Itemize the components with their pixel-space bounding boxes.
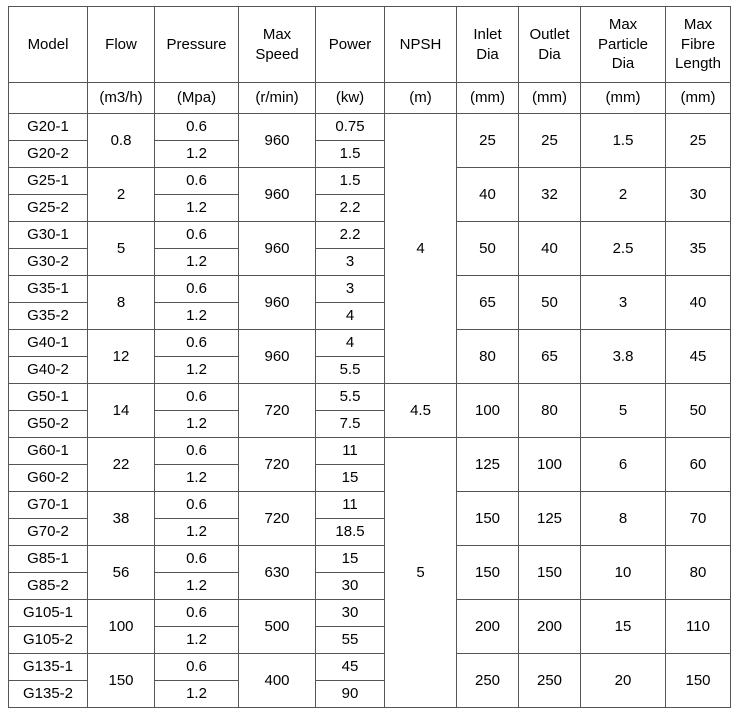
header-pressure	[155, 7, 239, 83]
max-particle-dia-cell: 2	[581, 168, 666, 222]
max-speed-cell: 720	[239, 438, 316, 492]
power-cell: 30	[316, 573, 385, 600]
model-cell: G70-1	[9, 492, 88, 519]
outlet-dia-cell: 200	[519, 600, 581, 654]
power-cell: 5.5	[316, 357, 385, 384]
max-particle-dia-cell: 10	[581, 546, 666, 600]
max-particle-dia-cell: 15	[581, 600, 666, 654]
unit-max-speed: (r/min)	[239, 83, 316, 114]
table-row	[9, 654, 731, 681]
max-fibre-length-cell: 50	[666, 384, 731, 438]
model-cell: G70-2	[9, 519, 88, 546]
outlet-dia-cell: 125	[519, 492, 581, 546]
header-line: Fibre	[680, 35, 716, 53]
pressure-cell: 1.2	[155, 303, 239, 330]
power-cell: 0.75	[316, 114, 385, 141]
table-row	[9, 168, 731, 195]
power-cell: 90	[316, 681, 385, 708]
model-cell: G40-2	[9, 357, 88, 384]
max-speed-cell: 960	[239, 114, 316, 168]
inlet-dia-cell: 100	[457, 384, 519, 438]
header-pressure-label: Pressure	[166, 35, 227, 53]
header-max-particle-dia	[581, 7, 666, 83]
model-cell: G25-2	[9, 195, 88, 222]
npsh-cell: 4.5	[385, 384, 457, 438]
pressure-cell: 1.2	[155, 465, 239, 492]
header-line: Speed	[255, 45, 299, 63]
header-line: Dia	[611, 55, 635, 73]
inlet-dia-cell: 40	[457, 168, 519, 222]
inlet-dia-cell: 150	[457, 492, 519, 546]
header-line: Max	[262, 26, 292, 43]
pressure-cell: 1.2	[155, 357, 239, 384]
outlet-dia-cell: 65	[519, 330, 581, 384]
flow-cell: 5	[88, 222, 155, 276]
flow-cell: 100	[88, 600, 155, 654]
power-cell: 7.5	[316, 411, 385, 438]
inlet-dia-cell: 65	[457, 276, 519, 330]
max-fibre-length-cell: 110	[666, 600, 731, 654]
pressure-cell: 1.2	[155, 681, 239, 708]
header-line: Outlet	[529, 26, 570, 43]
flow-cell: 56	[88, 546, 155, 600]
pressure-cell: 1.2	[155, 519, 239, 546]
flow-cell: 38	[88, 492, 155, 546]
table-row	[9, 276, 731, 303]
model-cell: G85-2	[9, 573, 88, 600]
pressure-cell: 0.6	[155, 546, 239, 573]
flow-cell: 8	[88, 276, 155, 330]
power-cell: 18.5	[316, 519, 385, 546]
max-fibre-length-cell: 30	[666, 168, 731, 222]
model-cell: G135-2	[9, 681, 88, 708]
max-speed-cell: 960	[239, 222, 316, 276]
max-fibre-length-cell: 45	[666, 330, 731, 384]
power-cell: 1.5	[316, 168, 385, 195]
header-flow-label: Flow	[105, 35, 137, 53]
power-cell: 3	[316, 249, 385, 276]
units-row	[9, 83, 731, 114]
max-speed-cell: 960	[239, 276, 316, 330]
header-line: Dia	[476, 45, 499, 63]
model-cell: G40-1	[9, 330, 88, 357]
max-speed-cell: 960	[239, 330, 316, 384]
pressure-cell: 0.6	[155, 276, 239, 303]
npsh-cell: 5	[385, 438, 457, 708]
pressure-cell: 1.2	[155, 249, 239, 276]
max-speed-cell: 960	[239, 168, 316, 222]
power-cell: 55	[316, 627, 385, 654]
power-cell: 2.2	[316, 222, 385, 249]
max-particle-dia-cell: 3.8	[581, 330, 666, 384]
power-cell: 11	[316, 438, 385, 465]
flow-cell: 150	[88, 654, 155, 708]
max-speed-cell: 720	[239, 492, 316, 546]
max-speed-cell: 400	[239, 654, 316, 708]
power-cell: 3	[316, 276, 385, 303]
model-cell: G20-1	[9, 114, 88, 141]
outlet-dia-cell: 40	[519, 222, 581, 276]
inlet-dia-cell: 250	[457, 654, 519, 708]
inlet-dia-cell: 200	[457, 600, 519, 654]
model-cell: G35-2	[9, 303, 88, 330]
flow-cell: 14	[88, 384, 155, 438]
max-particle-dia-cell: 1.5	[581, 114, 666, 168]
outlet-dia-cell: 32	[519, 168, 581, 222]
unit-pressure: (Mpa)	[155, 83, 239, 114]
spec-table-body	[9, 7, 731, 708]
outlet-dia-cell: 25	[519, 114, 581, 168]
power-cell: 45	[316, 654, 385, 681]
table-row	[9, 492, 731, 519]
pressure-cell: 0.6	[155, 654, 239, 681]
header-line: Inlet	[473, 26, 502, 43]
pressure-cell: 1.2	[155, 411, 239, 438]
max-particle-dia-cell: 3	[581, 276, 666, 330]
model-cell: G35-1	[9, 276, 88, 303]
header-max-fibre-length	[666, 7, 731, 83]
model-cell: G50-2	[9, 411, 88, 438]
unit-max-particle-dia: (mm)	[581, 83, 666, 114]
model-cell: G60-2	[9, 465, 88, 492]
pump-spec-table	[8, 6, 731, 708]
header-line: Max	[608, 16, 638, 34]
power-cell: 4	[316, 330, 385, 357]
power-cell: 4	[316, 303, 385, 330]
power-cell: 30	[316, 600, 385, 627]
model-cell: G60-1	[9, 438, 88, 465]
max-particle-dia-cell: 8	[581, 492, 666, 546]
header-line: Particle	[597, 35, 649, 53]
pressure-cell: 0.6	[155, 114, 239, 141]
pressure-cell: 1.2	[155, 627, 239, 654]
model-cell: G50-1	[9, 384, 88, 411]
pressure-cell: 0.6	[155, 330, 239, 357]
max-particle-dia-cell: 20	[581, 654, 666, 708]
outlet-dia-cell: 250	[519, 654, 581, 708]
unit-outlet-dia: (mm)	[519, 83, 581, 114]
table-row	[9, 438, 731, 465]
pressure-cell: 1.2	[155, 195, 239, 222]
power-cell: 5.5	[316, 384, 385, 411]
pressure-cell: 0.6	[155, 492, 239, 519]
model-cell: G30-2	[9, 249, 88, 276]
outlet-dia-cell: 80	[519, 384, 581, 438]
header-model	[9, 7, 88, 83]
max-speed-cell: 630	[239, 546, 316, 600]
header-line: Max	[683, 16, 713, 34]
max-particle-dia-cell: 5	[581, 384, 666, 438]
pressure-cell: 0.6	[155, 438, 239, 465]
header-outlet-dia	[519, 7, 581, 83]
power-cell: 2.2	[316, 195, 385, 222]
unit-power: (kw)	[316, 83, 385, 114]
power-cell: 11	[316, 492, 385, 519]
header-max-speed	[239, 7, 316, 83]
inlet-dia-cell: 50	[457, 222, 519, 276]
unit-flow: (m3/h)	[88, 83, 155, 114]
model-cell: G105-2	[9, 627, 88, 654]
max-fibre-length-cell: 35	[666, 222, 731, 276]
inlet-dia-cell: 125	[457, 438, 519, 492]
model-cell: G25-1	[9, 168, 88, 195]
table-row	[9, 600, 731, 627]
outlet-dia-cell: 150	[519, 546, 581, 600]
header-npsh	[385, 7, 457, 83]
unit-npsh: (m)	[385, 83, 457, 114]
pressure-cell: 0.6	[155, 168, 239, 195]
header-flow	[88, 7, 155, 83]
max-fibre-length-cell: 70	[666, 492, 731, 546]
power-cell: 1.5	[316, 141, 385, 168]
model-cell: G20-2	[9, 141, 88, 168]
table-row	[9, 546, 731, 573]
flow-cell: 12	[88, 330, 155, 384]
model-cell: G30-1	[9, 222, 88, 249]
max-speed-cell: 500	[239, 600, 316, 654]
model-cell: G105-1	[9, 600, 88, 627]
npsh-cell: 4	[385, 114, 457, 384]
flow-cell: 2	[88, 168, 155, 222]
max-particle-dia-cell: 2.5	[581, 222, 666, 276]
unit-max-fibre-length: (mm)	[666, 83, 731, 114]
power-cell: 15	[316, 465, 385, 492]
model-cell: G135-1	[9, 654, 88, 681]
pressure-cell: 0.6	[155, 384, 239, 411]
power-cell: 15	[316, 546, 385, 573]
inlet-dia-cell: 80	[457, 330, 519, 384]
model-cell: G85-1	[9, 546, 88, 573]
table-row	[9, 330, 731, 357]
unit-inlet-dia: (mm)	[457, 83, 519, 114]
max-particle-dia-cell: 6	[581, 438, 666, 492]
header-row	[9, 7, 731, 83]
max-fibre-length-cell: 80	[666, 546, 731, 600]
table-row	[9, 384, 731, 411]
pressure-cell: 1.2	[155, 573, 239, 600]
table-row	[9, 222, 731, 249]
outlet-dia-cell: 100	[519, 438, 581, 492]
header-power	[316, 7, 385, 83]
max-fibre-length-cell: 60	[666, 438, 731, 492]
flow-cell: 22	[88, 438, 155, 492]
pressure-cell: 0.6	[155, 600, 239, 627]
flow-cell: 0.8	[88, 114, 155, 168]
header-line: Length	[675, 55, 721, 73]
units-model	[9, 83, 88, 114]
max-fibre-length-cell: 25	[666, 114, 731, 168]
header-inlet-dia	[457, 7, 519, 83]
max-fibre-length-cell: 40	[666, 276, 731, 330]
header-npsh-label: NPSH	[399, 35, 442, 53]
pressure-cell: 1.2	[155, 141, 239, 168]
outlet-dia-cell: 50	[519, 276, 581, 330]
max-fibre-length-cell: 150	[666, 654, 731, 708]
header-power-label: Power	[328, 35, 372, 53]
table-row	[9, 114, 731, 141]
inlet-dia-cell: 25	[457, 114, 519, 168]
header-line: Dia	[538, 45, 561, 63]
pressure-cell: 0.6	[155, 222, 239, 249]
inlet-dia-cell: 150	[457, 546, 519, 600]
header-model-label: Model	[27, 35, 69, 53]
max-speed-cell: 720	[239, 384, 316, 438]
